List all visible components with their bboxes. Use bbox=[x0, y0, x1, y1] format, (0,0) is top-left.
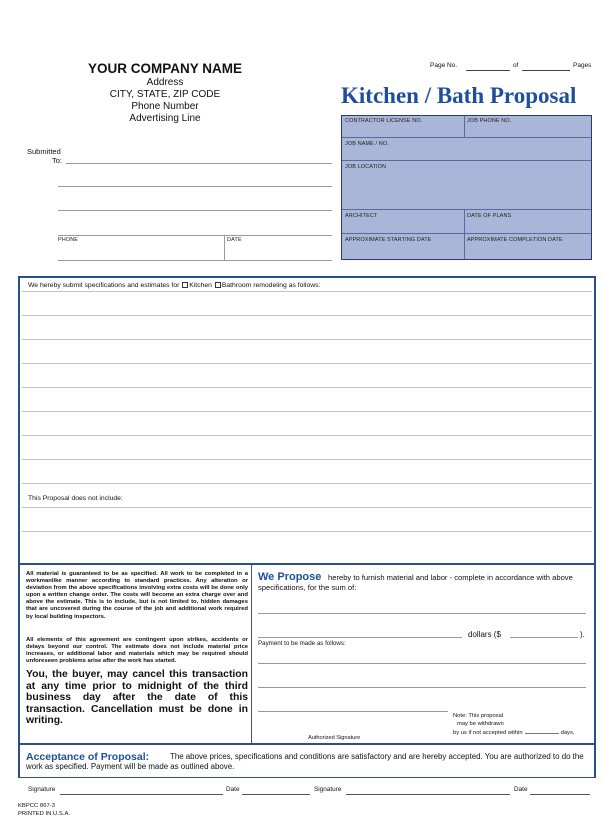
terms-paragraph-2: All elements of this agreement are contingent upon strikes, accidents or delays beyond our control. The estimate does not include material price increases, or additional labor and materials which may be required should unforeseen problems arise after the work has started. bbox=[26, 637, 248, 665]
date-2-label: Date bbox=[514, 786, 528, 793]
specs-intro: We hereby submit specifications and estimates for Kitchen Bathroom remodeling as follows: bbox=[28, 282, 321, 289]
date-field[interactable]: DATE bbox=[227, 237, 242, 243]
specs-top-rule bbox=[18, 276, 596, 278]
bathroom-label: Bathroom bbox=[221, 282, 252, 289]
approx-completion-field[interactable]: APPROXIMATE COMPLETION DATE bbox=[467, 237, 563, 243]
not-include-label: This Proposal does not include: bbox=[28, 495, 123, 502]
payment-line-2[interactable] bbox=[258, 687, 586, 688]
date-1-field[interactable] bbox=[242, 794, 310, 795]
spec-line[interactable] bbox=[22, 507, 592, 508]
company-address: Address bbox=[146, 77, 184, 88]
company-block bbox=[60, 61, 270, 125]
bathroom-checkbox[interactable] bbox=[215, 282, 221, 288]
phone-field[interactable]: PHONE bbox=[58, 237, 79, 243]
company-advertising: Advertising Line bbox=[129, 113, 201, 124]
spec-line[interactable] bbox=[22, 339, 592, 340]
date-2-field[interactable] bbox=[530, 794, 590, 795]
date-of-plans-field[interactable]: DATE OF PLANS bbox=[467, 213, 512, 219]
pages-label: Pages bbox=[573, 62, 592, 69]
authorized-signature-label: Authorized Signature bbox=[308, 735, 361, 741]
note-line-1: Note: This proposal bbox=[453, 713, 504, 719]
spec-line[interactable] bbox=[22, 363, 592, 364]
terms-paragraph-1: All material is guaranteed to be as specified. All work to be completed in a workmanlike manner according to standard practices. Any alteration or deviation from the above specifications involving extra costs will be done only upon a written change order. The costs will become an extra charge over and above the estimate. This is to include, but is not limited to, hidden damages that are uncovered during the course of the job and additional work required by local building inspectors. bbox=[26, 571, 248, 620]
spec-line[interactable] bbox=[22, 387, 592, 388]
note-line-3: by us if not accepted within days. bbox=[453, 730, 575, 737]
spec-line[interactable] bbox=[22, 291, 592, 292]
terms-top-rule bbox=[18, 563, 596, 565]
signature-2-field[interactable] bbox=[346, 794, 510, 795]
we-propose-heading: We Propose bbox=[258, 571, 322, 583]
sum-line-2[interactable] bbox=[258, 637, 462, 638]
payment-line-3[interactable] bbox=[258, 711, 448, 712]
acceptance-top-rule bbox=[18, 743, 596, 745]
job-name-field[interactable]: JOB NAME / NO. bbox=[345, 141, 389, 147]
kitchen-checkbox[interactable] bbox=[182, 282, 188, 288]
payment-line-1[interactable] bbox=[258, 663, 586, 664]
form-title: Kitchen / Bath Proposal bbox=[341, 83, 577, 108]
spec-line[interactable] bbox=[22, 459, 592, 460]
spec-line[interactable] bbox=[22, 315, 592, 316]
dollars-label: dollars ($ bbox=[468, 630, 501, 639]
footer-printed: PRINTED IN U.S.A. bbox=[18, 811, 71, 817]
spec-line[interactable] bbox=[22, 531, 592, 532]
footer-code: KBPCC 867-3 bbox=[18, 803, 55, 809]
days-field[interactable] bbox=[525, 728, 559, 734]
spec-line[interactable] bbox=[22, 411, 592, 412]
architect-field[interactable]: ARCHITECT bbox=[345, 213, 378, 219]
cancellation-notice: You, the buyer, may cancel this transaction at any time prior to midnight of the third business day after the date of this transaction. Cancellation must be done in writing. bbox=[26, 669, 248, 727]
company-phone: Phone Number bbox=[131, 101, 199, 112]
signature-1-label: Signature bbox=[28, 786, 56, 793]
spec-line[interactable] bbox=[22, 483, 592, 484]
dollars-close: ). bbox=[580, 630, 585, 639]
we-propose-text: hereby to furnish material and labor - complete in accordance with above specifications, for the sum of: bbox=[258, 573, 573, 592]
submitted-line-4[interactable] bbox=[58, 235, 332, 236]
page-no-field[interactable] bbox=[466, 70, 510, 71]
acceptance-text: The above prices, specifications and conditions are satisfactory and are hereby accepted. You are authorized to do the work as specified. Payment will be made as outlined above. bbox=[26, 752, 584, 771]
page-total-field[interactable] bbox=[522, 70, 570, 71]
job-phone-field[interactable]: JOB PHONE NO. bbox=[467, 118, 512, 124]
note-line-2: may be withdrawn bbox=[457, 720, 504, 727]
spec-line[interactable] bbox=[22, 435, 592, 436]
sum-line-1[interactable] bbox=[258, 613, 586, 614]
withdrawal-note bbox=[453, 713, 574, 738]
company-name: YOUR COMPANY NAME bbox=[87, 61, 242, 76]
kitchen-label: Kitchen bbox=[189, 282, 212, 289]
submitted-line-1[interactable] bbox=[66, 163, 332, 164]
payment-label: Payment to be made as follows: bbox=[258, 640, 346, 647]
submitted-label: Submitted bbox=[27, 147, 61, 156]
submitted-line-2[interactable] bbox=[58, 186, 332, 187]
acceptance-heading: Acceptance of Proposal: bbox=[26, 751, 150, 763]
dollars-amount-field[interactable] bbox=[510, 637, 578, 638]
signature-2-label: Signature bbox=[314, 786, 342, 793]
job-location-field[interactable]: JOB LOCATION bbox=[345, 164, 387, 170]
approx-start-field[interactable]: APPROXIMATE STARTING DATE bbox=[345, 237, 432, 243]
submitted-line-3[interactable] bbox=[58, 210, 332, 211]
date-1-label: Date bbox=[226, 786, 240, 793]
page-of-label: of bbox=[513, 62, 519, 69]
company-city-state-zip: CITY, STATE, ZIP CODE bbox=[109, 89, 221, 100]
to-label: To: bbox=[52, 156, 63, 165]
signature-1-field[interactable] bbox=[60, 794, 223, 795]
page-no-label: Page No. bbox=[430, 62, 458, 69]
contractor-license-field[interactable]: CONTRACTOR LICENSE NO. bbox=[345, 118, 423, 124]
